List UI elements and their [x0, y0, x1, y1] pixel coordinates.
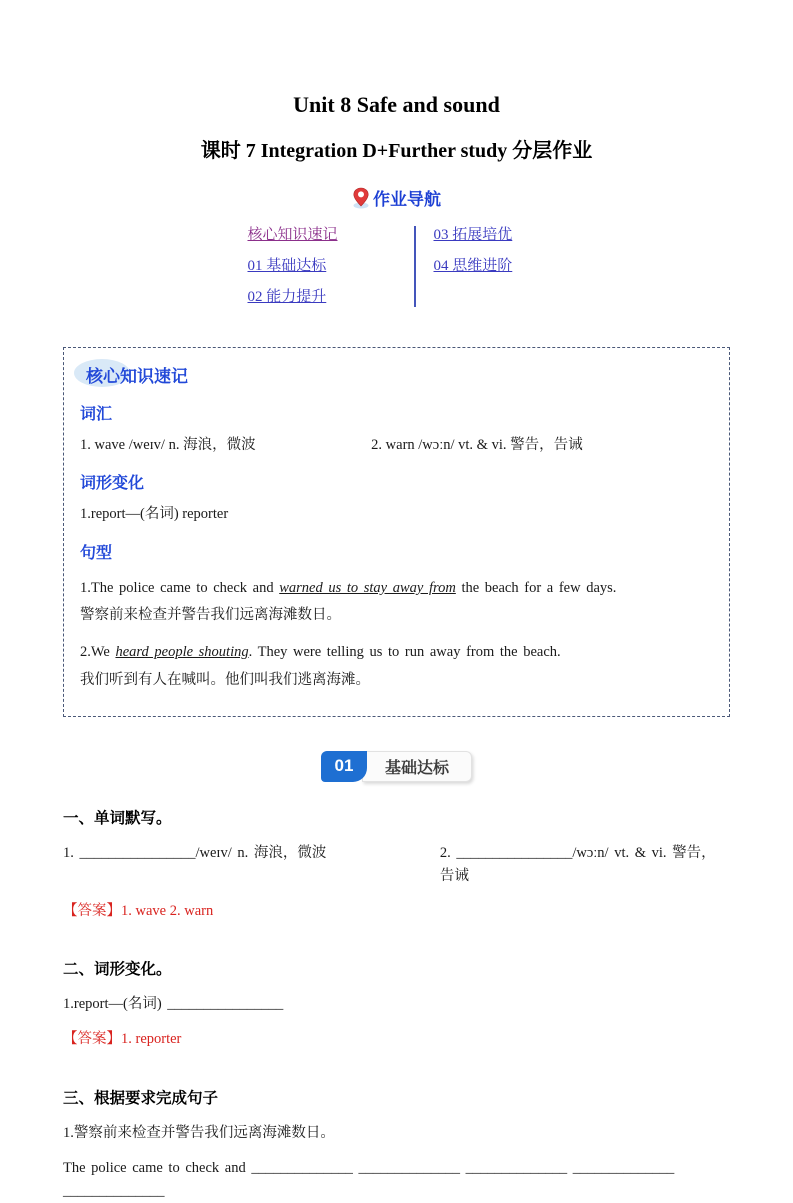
homework-nav-header	[63, 185, 730, 210]
nav-link-02-ability[interactable]: 02 能力提升	[247, 289, 327, 305]
nav-link-01-basics[interactable]: 01 基础达标	[247, 258, 327, 274]
sentence-2-emphasis: heard people shouting	[115, 644, 249, 661]
vocab-item-2: 2. warn /wɔːn/ vt. & vi. 警告，告诫	[371, 437, 583, 453]
sentence-1-pre: 1.The police came to check and	[80, 579, 280, 596]
nav-link-03-expand[interactable]: 03 拓展培优	[433, 227, 513, 243]
exercise-2-heading: 二、词形变化。	[63, 961, 172, 979]
vocab-row	[80, 434, 713, 456]
nav-links-table	[63, 226, 730, 307]
exercise-2-item: 1.report—(名词) ________________	[63, 996, 284, 1013]
nav-column-right	[416, 226, 546, 307]
nav-column-left	[248, 226, 414, 307]
exercise-1-item-2: 2. ________________/wɔːn/ vt. & vi. 警告，告诫	[439, 844, 716, 884]
exercise-section-2	[63, 957, 730, 1051]
sentence-1-post: the beach for a few days.	[455, 579, 617, 596]
sentence-1-emphasis: warned us to stay away from	[279, 579, 456, 596]
word-forms-heading: 词形变化	[80, 475, 145, 493]
nav-link-core-knowledge[interactable]: 核心知识速记	[247, 227, 338, 243]
pattern-sentence-1	[80, 577, 713, 600]
vocab-heading: 词汇	[80, 406, 113, 423]
page-title: Unit 8 Safe and sound	[293, 92, 500, 117]
sentence-2-post: . They were telling us to run away from the beach.	[248, 644, 561, 661]
exercise-2-answer: 【答案】1. reporter	[63, 1031, 182, 1048]
core-knowledge-heading	[80, 362, 188, 387]
core-knowledge-box	[63, 347, 730, 717]
exercise-1-heading: 一、单词默写。	[63, 809, 172, 827]
pattern-sentence-1-translation: 警察前来检查并警告我们远离海滩数日。	[80, 607, 341, 624]
core-knowledge-heading-text: 核心知识速记	[86, 367, 188, 386]
exercise-1-items-row	[63, 842, 730, 888]
location-pin-icon	[352, 187, 370, 209]
sentence-patterns-heading: 句型	[80, 544, 113, 562]
exercise-section-3	[63, 1086, 730, 1203]
page-subtitle: 课时 7 Integration D+Further study 分层作业	[200, 140, 593, 162]
pattern-sentence-2	[80, 641, 713, 664]
exercise-1-answer: 【答案】1. wave 2. warn	[63, 903, 214, 920]
vocab-item-1: 1. wave /weɪv/ n. 海浪，微波	[80, 437, 256, 453]
badge-label: 基础达标	[362, 751, 472, 782]
nav-header-label: 作业导航	[373, 190, 441, 209]
exercise-section-1	[63, 806, 730, 924]
exercise-3-english: The police came to check and ______________ ______________ ______________ ______________ ______________	[63, 1159, 675, 1199]
section-badge-01	[63, 751, 730, 782]
nav-link-04-thinking[interactable]: 04 思维进阶	[433, 258, 513, 274]
sentence-2-pre: 2.We	[80, 644, 116, 661]
pattern-sentence-2-translation: 我们听到有人在喊叫。他们叫我们逃离海滩。	[80, 671, 370, 688]
exercise-1-item-1: 1. ________________/weɪv/ n. 海浪，微波	[63, 844, 327, 861]
exercise-3-heading: 三、根据要求完成句子	[63, 1089, 219, 1107]
exercise-3-chinese: 1.警察前来检查并警告我们远离海滩数日。	[63, 1124, 335, 1141]
badge-number: 01	[321, 751, 367, 782]
word-form-item: 1.report—(名词) reporter	[80, 506, 229, 523]
